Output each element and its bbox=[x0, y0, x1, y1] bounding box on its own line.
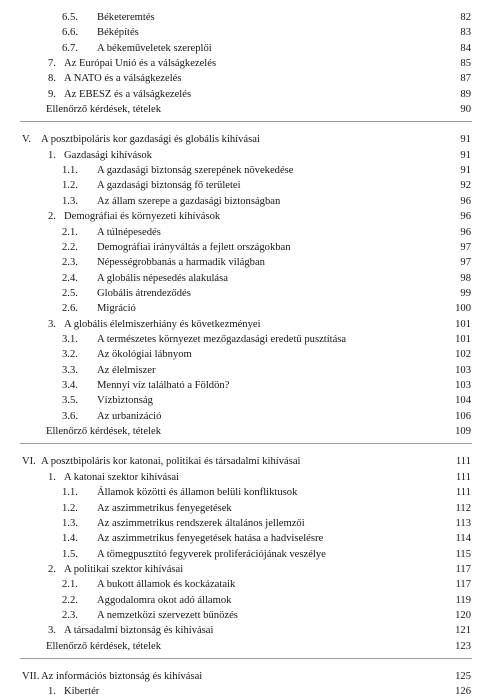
toc-entry-title: A tömegpusztító fegyverek proliferációjának veszélye bbox=[97, 549, 326, 560]
toc-entry-title: A katonai szektor kihívásai bbox=[64, 472, 180, 483]
toc-entry-page: 90 bbox=[460, 104, 471, 115]
toc-entry-title: Az aszimmetrikus fenyegetések hatása a hadviselésre bbox=[97, 533, 324, 544]
toc-entry-page: 89 bbox=[460, 89, 471, 100]
toc-entry[interactable] bbox=[0, 363, 497, 378]
toc-entry-title: A globális népesedés alakulása bbox=[97, 273, 228, 284]
toc-entry-number: 2. bbox=[48, 564, 56, 575]
toc-entry-page: 87 bbox=[460, 73, 471, 84]
toc-entry-page: 92 bbox=[460, 180, 471, 191]
toc-entry-title: A gazdasági biztonság szerepének növekedése bbox=[97, 165, 294, 176]
toc-entry-page: 83 bbox=[460, 27, 471, 38]
toc-entry-page: 119 bbox=[455, 595, 471, 606]
toc-entry[interactable] bbox=[0, 301, 497, 316]
toc-entry[interactable] bbox=[0, 562, 497, 577]
toc-entry[interactable] bbox=[0, 424, 497, 439]
toc-entry-page: 114 bbox=[455, 533, 471, 544]
toc-entry[interactable] bbox=[0, 194, 497, 209]
toc-entry-title: A társadalmi biztonság és kihívásai bbox=[64, 625, 214, 636]
toc-entry-number: 1.2. bbox=[62, 503, 78, 514]
toc-entry-page: 101 bbox=[455, 334, 471, 345]
toc-entry[interactable] bbox=[0, 178, 497, 193]
toc-entry[interactable] bbox=[0, 623, 497, 638]
toc-entry-number: 6.5. bbox=[62, 12, 78, 23]
toc-entry-number: 2.4. bbox=[62, 273, 78, 284]
toc-entry-page: 109 bbox=[455, 426, 471, 437]
toc-entry-title: Az Európai Unió és a válságkezelés bbox=[64, 58, 217, 69]
toc-entry-page: 117 bbox=[455, 579, 471, 590]
toc-entry-page: 96 bbox=[460, 211, 471, 222]
toc-entry-title: A NATO és a válságkezelés bbox=[64, 73, 182, 84]
toc-entry-number: 2.6. bbox=[62, 303, 78, 314]
toc-entry-title: Ellenőrző kérdések, tételek bbox=[46, 641, 162, 652]
toc-entry[interactable] bbox=[0, 485, 497, 500]
toc-entry-page: 117 bbox=[455, 564, 471, 575]
toc-entry[interactable] bbox=[0, 470, 497, 485]
toc-entry-page: 121 bbox=[455, 625, 471, 636]
toc-entry-number: 3. bbox=[48, 625, 56, 636]
toc-entry-title: Béképítés bbox=[97, 27, 139, 38]
toc-entry-title: A posztbipoláris kor katonai, politikai és társadalmi kihívásai bbox=[41, 456, 301, 467]
toc-entry-number: 3.5. bbox=[62, 395, 78, 406]
toc-entry-page: 84 bbox=[460, 43, 471, 54]
toc-entry[interactable] bbox=[0, 56, 497, 71]
toc-entry-title: A természetes környezet mezőgazdasági eredetű pusztítása bbox=[97, 334, 347, 345]
toc-entry[interactable] bbox=[0, 454, 497, 469]
toc-entry-number: 1.3. bbox=[62, 518, 78, 529]
toc-entry[interactable] bbox=[0, 209, 497, 224]
toc-entry-number: 2.2. bbox=[62, 595, 78, 606]
toc-entry-page: 96 bbox=[460, 196, 471, 207]
toc-entry[interactable] bbox=[0, 332, 497, 347]
toc-entry-page: 106 bbox=[455, 411, 471, 422]
toc-entry[interactable] bbox=[0, 409, 497, 424]
toc-entry-page: 91 bbox=[460, 150, 471, 161]
toc-entry-title: Az információs biztonság és kihívásai bbox=[41, 671, 203, 682]
toc-entry-title: Az aszimmetrikus fenyegetések bbox=[97, 503, 232, 514]
toc-entry-page: 111 bbox=[455, 472, 471, 483]
toc-entry-page: 100 bbox=[455, 303, 471, 314]
toc-entry-number: VI. bbox=[22, 456, 36, 467]
toc-entry-number: 6.6. bbox=[62, 27, 78, 38]
toc-entry-number: 1. bbox=[48, 472, 56, 483]
toc-entry-title: A globális élelmiszerhiány és következményei bbox=[64, 319, 261, 330]
toc-entry-title: Vízbiztonság bbox=[97, 395, 153, 406]
toc-entry-page: 98 bbox=[460, 273, 471, 284]
toc-entry-title: Az urbanizáció bbox=[97, 411, 162, 422]
toc-entry-number: 2. bbox=[48, 211, 56, 222]
toc-entry-number: 1. bbox=[48, 686, 56, 697]
toc-entry[interactable] bbox=[0, 132, 497, 147]
toc-entry-page: 85 bbox=[460, 58, 471, 69]
toc-entry-page: 96 bbox=[460, 227, 471, 238]
toc-entry-title: Az aszimmetrikus rendszerek általános jellemzői bbox=[97, 518, 305, 529]
toc-entry-title: A posztbipoláris kor gazdasági és globális kihívásai bbox=[41, 134, 260, 145]
toc-entry-page: 99 bbox=[460, 288, 471, 299]
toc-entry-number: 3.3. bbox=[62, 365, 78, 376]
toc-entry-page: 120 bbox=[455, 610, 471, 621]
toc-entry-title: A politikai szektor kihívásai bbox=[64, 564, 184, 575]
toc-entry-title: Az élelmiszer bbox=[97, 365, 156, 376]
toc-entry-title: A nemzetközi szervezett bűnözés bbox=[97, 610, 238, 621]
toc-entry-page: 103 bbox=[455, 365, 471, 376]
toc-entry-title: Ellenőrző kérdések, tételek bbox=[46, 426, 162, 437]
toc-entry-title: Béketeremtés bbox=[97, 12, 155, 23]
toc-entry-page: 91 bbox=[460, 134, 471, 145]
toc-entry-number: 3.6. bbox=[62, 411, 78, 422]
toc-entry-number: 3.2. bbox=[62, 349, 78, 360]
toc-entry[interactable] bbox=[0, 317, 497, 332]
toc-entry[interactable] bbox=[0, 393, 497, 408]
toc-entry-number: 2.1. bbox=[62, 227, 78, 238]
toc-entry-page: 125 bbox=[455, 671, 471, 682]
toc-entry-title: A túlnépesedés bbox=[97, 227, 161, 238]
toc-entry[interactable] bbox=[0, 516, 497, 531]
toc-entry-number: 3.1. bbox=[62, 334, 78, 345]
toc-entry-number: V. bbox=[22, 134, 31, 145]
toc-entry-number: 1.2. bbox=[62, 180, 78, 191]
toc-entry[interactable] bbox=[0, 531, 497, 546]
toc-entry-title: A gazdasági biztonság fő területei bbox=[97, 180, 241, 191]
toc-entry-number: 1.4. bbox=[62, 533, 78, 544]
toc-entry[interactable] bbox=[0, 25, 497, 40]
toc-entry-number: 2.1. bbox=[62, 579, 78, 590]
section-divider bbox=[20, 658, 472, 659]
toc-entry-page: 91 bbox=[460, 165, 471, 176]
toc-entry-number: 3. bbox=[48, 319, 56, 330]
toc-entry[interactable] bbox=[0, 608, 497, 623]
toc-entry-title: Demográfiai irányváltás a fejlett országokban bbox=[97, 242, 291, 253]
toc-entry-title: Gazdasági kihívások bbox=[64, 150, 152, 161]
toc-entry-page: 97 bbox=[460, 257, 471, 268]
toc-entry-page: 112 bbox=[455, 503, 471, 514]
toc-entry-page: 123 bbox=[455, 641, 471, 652]
toc-entry[interactable] bbox=[0, 87, 497, 102]
toc-entry-number: VII. bbox=[22, 671, 40, 682]
toc-entry-number: 1.3. bbox=[62, 196, 78, 207]
toc-entry[interactable] bbox=[0, 669, 497, 684]
toc-entry[interactable] bbox=[0, 255, 497, 270]
toc-entry-title: Demográfiai és környezeti kihívások bbox=[64, 211, 221, 222]
toc-entry-title: Kibertér bbox=[64, 686, 100, 697]
toc-entry-number: 2.2. bbox=[62, 242, 78, 253]
toc-entry[interactable] bbox=[0, 639, 497, 654]
toc-entry[interactable] bbox=[0, 593, 497, 608]
toc-entry-title: Mennyi víz található a Földön? bbox=[97, 380, 230, 391]
toc-entry-page: 115 bbox=[455, 549, 471, 560]
toc-entry[interactable] bbox=[0, 378, 497, 393]
toc-entry[interactable] bbox=[0, 347, 497, 362]
toc-entry[interactable] bbox=[0, 41, 497, 56]
toc-entry-title: Migráció bbox=[97, 303, 136, 314]
toc-entry-title: Az EBESZ és a válságkezelés bbox=[64, 89, 192, 100]
toc-entry-number: 1.1. bbox=[62, 487, 78, 498]
toc-entry-page: 111 bbox=[455, 456, 471, 467]
toc-entry-page: 113 bbox=[455, 518, 471, 529]
toc-entry-title: Népességrobbanás a harmadik világban bbox=[97, 257, 265, 268]
toc-entry[interactable] bbox=[0, 225, 497, 240]
toc-entry-page: 101 bbox=[455, 319, 471, 330]
toc-entry-number: 3.4. bbox=[62, 380, 78, 391]
toc-entry-title: Az ökológiai lábnyom bbox=[97, 349, 192, 360]
toc-entry[interactable] bbox=[0, 148, 497, 163]
toc-entry[interactable] bbox=[0, 102, 497, 117]
toc-entry-number: 1. bbox=[48, 150, 56, 161]
toc-entry-number: 1.5. bbox=[62, 549, 78, 560]
section-divider bbox=[20, 121, 472, 122]
toc-entry-page: 103 bbox=[455, 380, 471, 391]
toc-entry[interactable] bbox=[0, 10, 497, 25]
toc-entry-number: 2.3. bbox=[62, 610, 78, 621]
toc-entry-page: 111 bbox=[455, 487, 471, 498]
toc-entry-number: 8. bbox=[48, 73, 56, 84]
toc-entry-title: A bukott államok és kockázataik bbox=[97, 579, 236, 590]
toc-entry[interactable] bbox=[0, 577, 497, 592]
toc-entry[interactable] bbox=[0, 684, 497, 699]
toc-entry-number: 7. bbox=[48, 58, 56, 69]
toc-entry-page: 82 bbox=[460, 12, 471, 23]
toc-entry-number: 9. bbox=[48, 89, 56, 100]
toc-entry-title: Az állam szerepe a gazdasági biztonságban bbox=[97, 196, 281, 207]
toc-entry[interactable] bbox=[0, 286, 497, 301]
toc-entry[interactable] bbox=[0, 271, 497, 286]
toc-entry-title: Globális átrendeződés bbox=[97, 288, 191, 299]
toc-entry-page: 126 bbox=[455, 686, 471, 697]
toc-entry[interactable] bbox=[0, 501, 497, 516]
toc-entry-number: 2.5. bbox=[62, 288, 78, 299]
toc-entry[interactable] bbox=[0, 240, 497, 255]
toc-entry-page: 97 bbox=[460, 242, 471, 253]
toc-entry[interactable] bbox=[0, 71, 497, 86]
toc-entry-number: 6.7. bbox=[62, 43, 78, 54]
toc-entry[interactable] bbox=[0, 547, 497, 562]
toc-entry-number: 2.3. bbox=[62, 257, 78, 268]
toc-entry-page: 102 bbox=[455, 349, 471, 360]
section-divider bbox=[20, 443, 472, 444]
toc-entry-title: A békeműveletek szereplői bbox=[97, 43, 212, 54]
toc-entry-page: 104 bbox=[455, 395, 471, 406]
toc-entry-title: Államok közötti és államon belüli konfliktusok bbox=[97, 487, 298, 498]
toc-entry-number: 1.1. bbox=[62, 165, 78, 176]
toc-entry-title: Aggodalomra okot adó államok bbox=[97, 595, 232, 606]
toc-entry[interactable] bbox=[0, 163, 497, 178]
toc-entry-title: Ellenőrző kérdések, tételek bbox=[46, 104, 162, 115]
